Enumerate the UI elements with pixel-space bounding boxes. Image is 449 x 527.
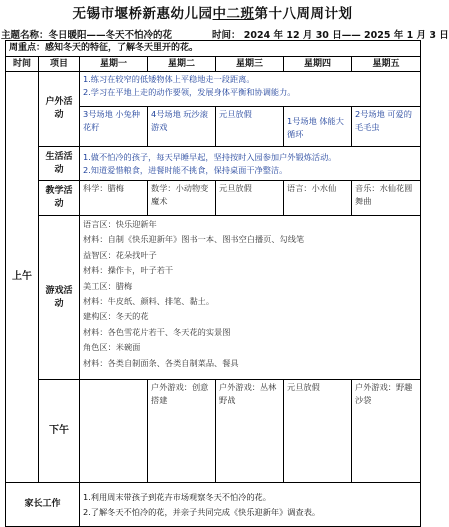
game-line-8: 材料：各色雪花片若干、冬天花的实景图	[83, 326, 231, 337]
section-morning: 上午	[6, 72, 39, 483]
life-line-1: 1.做不怕冷的孩子，每天早睡早起，坚持按时入园参加户外锻炼活动。	[83, 152, 337, 162]
weekly-plan-table	[5, 40, 421, 527]
outdoor-goals	[80, 72, 421, 107]
game-line-3: 益智区：花朵找叶子	[83, 249, 157, 260]
afternoon-monday: 户外游戏：创意搭建	[148, 380, 216, 483]
game-line-10: 材料：各类自制面条、各类自制菜品、餐具	[83, 357, 239, 368]
game-line-2: 材料：自制《快乐迎新年》图书一本、图书空白播页、勾线笔	[83, 234, 305, 245]
teaching-wednesday: 元旦放假	[216, 181, 284, 216]
weekly-focus: 周重点：感知冬天的特征，了解冬天里开的花。	[6, 41, 421, 57]
teaching-tuesday: 数学：小动物变魔术	[148, 181, 216, 216]
date-range: 时间： 2024 年 12 月 30 日—— 2025 年 1 月 3 日	[212, 30, 449, 41]
parent-line-2: 2.了解冬天不怕冷的花，并亲子共同完成《快乐迎新年》调查表。	[83, 506, 321, 517]
game-line-7: 建构区：冬天的花	[83, 311, 149, 322]
game-line-9: 角色区：米碗面	[83, 342, 141, 353]
teaching-friday: 音乐：水仙花圆舞曲	[352, 181, 421, 216]
title-prefix: 无锡市堰桥新惠幼儿园	[72, 6, 213, 22]
afternoon-tuesday: 户外游戏：丛林野战	[216, 380, 284, 483]
title-suffix: 第十八周周计划	[254, 6, 353, 22]
category-life: 生活活动	[39, 147, 80, 181]
outdoor-thursday: 1号场地 体能大循环	[284, 107, 352, 147]
category-outdoor: 户外活动	[39, 72, 80, 147]
outdoor-monday: 3号场地 小兔种花籽	[80, 107, 148, 147]
outdoor-friday: 2号场地 可爱的毛毛虫	[352, 107, 421, 147]
header-friday: 星期五	[352, 56, 421, 72]
outdoor-goal-1: 1.练习在较窄的低矮物体上平稳地走一段距离。	[83, 74, 255, 84]
header-item: 项目	[39, 56, 80, 72]
game-line-1: 语言区：快乐迎新年	[83, 219, 157, 229]
category-teaching: 教学活动	[39, 181, 80, 216]
afternoon-item-cell	[80, 380, 148, 483]
life-line-2: 2.知道爱惜粮食，进餐时能不挑食，保持桌面干净整洁。	[83, 164, 288, 175]
header-time: 时间	[6, 56, 39, 72]
header-tuesday: 星期二	[148, 56, 216, 72]
game-line-6: 材料：牛皮纸、颜料、排笔、黏土。	[83, 296, 215, 307]
afternoon-thursday: 户外游戏：野趣沙袋	[352, 380, 421, 483]
outdoor-wednesday: 元旦放假	[216, 107, 284, 147]
title-class: 中二班	[212, 6, 255, 22]
theme-name: 主题名称：冬日暖阳——冬天不怕冷的花	[1, 30, 173, 41]
header-wednesday: 星期三	[216, 56, 284, 72]
header-thursday: 星期四	[284, 56, 352, 72]
teaching-thursday: 语言：小水仙	[284, 181, 352, 216]
game-areas	[80, 216, 421, 380]
section-afternoon: 下午	[39, 380, 80, 483]
outdoor-tuesday: 4号场地 玩沙滚游戏	[148, 107, 216, 147]
parent-line-1: 1.利用周末带孩子到花卉市场观察冬天不怕冷的花。	[83, 491, 271, 502]
life-activities	[80, 147, 421, 181]
game-line-4: 材料：操作卡，叶子若干	[83, 265, 174, 276]
category-games: 游戏活动	[39, 216, 80, 380]
section-parent-work: 家长工作	[6, 483, 80, 527]
header-monday: 星期一	[80, 56, 148, 72]
parent-work	[80, 483, 421, 527]
teaching-monday: 科学：腊梅	[80, 181, 148, 216]
outdoor-goal-2: 2.学习在平地上走的动作要领，发展身体平衡和协调能力。	[83, 86, 296, 97]
plan-title	[0, 2, 425, 22]
game-line-5: 美工区：腊梅	[83, 280, 133, 291]
afternoon-wednesday: 元旦放假	[284, 380, 352, 483]
